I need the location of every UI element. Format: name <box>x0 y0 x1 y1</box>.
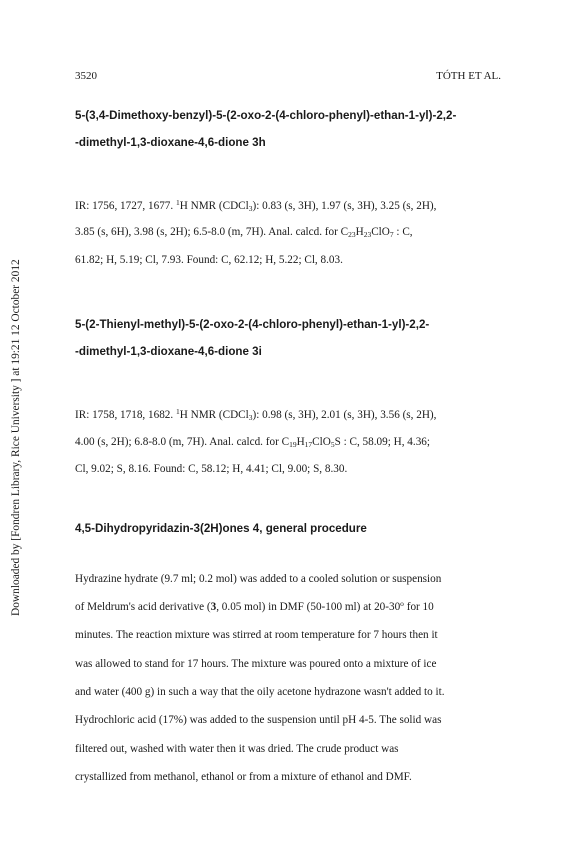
procedure-line: Hydrochloric acid (17%) was added to the suspension until pH 4-5. The solid was <box>75 714 442 726</box>
degree-superscript: o <box>400 599 404 608</box>
procedure-line: was allowed to stand for 17 hours. The mixture was poured onto a mixture of ice <box>75 658 437 670</box>
compound-3i-data-line3: Cl, 9.02; S, 8.16. Found: C, 58.12; H, 4.41; Cl, 9.00; S, 8.30. <box>75 463 348 475</box>
text-span: H <box>296 436 305 448</box>
text-span: ClO <box>312 436 331 448</box>
text-span: of Meldrum's acid derivative ( <box>75 601 211 613</box>
subscript: 19 <box>289 440 297 449</box>
text-span: for 10 <box>403 601 434 613</box>
compound-3i-title-line1: 5-(2-Thienyl-methyl)-5-(2-oxo-2-(4-chloro-phenyl)-ethan-1-yl)-2,2- <box>75 318 430 331</box>
running-header-authors: TÓTH ET AL. <box>436 70 501 82</box>
text-span: ClO <box>371 226 390 238</box>
procedure-line: filtered out, washed with water then it was dried. The crude product was <box>75 743 399 755</box>
superscript: 1 <box>176 198 180 207</box>
download-watermark: Downloaded by [Fondren Library, Rice University ] at 19:21 12 October 2012 <box>10 259 22 616</box>
compound-3h-data-line2 <box>75 226 413 238</box>
text-span: , 0.05 mol) in DMF (50-100 ml) at 20-30 <box>216 601 401 613</box>
text-span: ): 0.98 (s, 3H), 2.01 (s, 3H), 3.56 (s, 2H), <box>252 409 437 421</box>
subscript: 7 <box>389 230 394 239</box>
compound-3h-data-line1 <box>75 200 436 212</box>
compound-3i-data-line2 <box>75 436 430 448</box>
text-span: H NMR (CDCl <box>179 409 249 421</box>
text-span: : C, <box>393 226 413 238</box>
subscript: 3 <box>248 413 253 422</box>
subscript: 23 <box>348 230 356 239</box>
procedure-line: minutes. The reaction mixture was stirred at room temperature for 7 hours then it <box>75 629 438 641</box>
superscript: 1 <box>176 407 180 416</box>
compound-3i-data-line1 <box>75 409 436 421</box>
compound-3h-data-line3: 61.82; H, 5.19; Cl, 7.93. Found: C, 62.12; H, 5.22; Cl, 8.03. <box>75 254 343 266</box>
text-span: 3.85 (s, 6H), 3.98 (s, 2H); 6.5-8.0 (m, 7H). Anal. calcd. for C <box>75 226 349 238</box>
compound-3i-title-line2: -dimethyl-1,3-dioxane-4,6-dione 3i <box>75 345 262 358</box>
text-span: IR: 1758, 1718, 1682. <box>75 409 176 421</box>
compound-3h-title-line1: 5-(3,4-Dimethoxy-benzyl)-5-(2-oxo-2-(4-chloro-phenyl)-ethan-1-yl)-2,2- <box>75 109 457 122</box>
text-span: H <box>355 226 364 238</box>
text-span: S : C, 58.09; H, 4.36; <box>334 436 430 448</box>
procedure-line <box>75 601 434 613</box>
procedure-title: 4,5-Dihydropyridazin-3(2H)ones 4, general procedure <box>75 522 367 535</box>
procedure-line: crystallized from methanol, ethanol or from a mixture of ethanol and DMF. <box>75 771 412 783</box>
text-span: 4.00 (s, 2H); 6.8-8.0 (m, 7H). Anal. calcd. for C <box>75 436 290 448</box>
subscript: 5 <box>330 440 335 449</box>
compound-ref: 3 <box>210 601 217 613</box>
text-span: IR: 1756, 1727, 1677. <box>75 200 176 212</box>
compound-3h-title-line2: -dimethyl-1,3-dioxane-4,6-dione 3h <box>75 136 266 149</box>
text-span: H NMR (CDCl <box>179 200 249 212</box>
procedure-line: and water (400 g) in such a way that the oily acetone hydrazone wasn't added to it. <box>75 686 445 698</box>
page-number: 3520 <box>75 70 97 82</box>
subscript: 17 <box>304 440 313 449</box>
text-span: ): 0.83 (s, 3H), 1.97 (s, 3H), 3.25 (s, 2H), <box>252 200 437 212</box>
procedure-line: Hydrazine hydrate (9.7 ml; 0.2 mol) was added to a cooled solution or suspension <box>75 573 442 585</box>
subscript: 3 <box>248 204 253 213</box>
subscript: 23 <box>363 230 372 239</box>
